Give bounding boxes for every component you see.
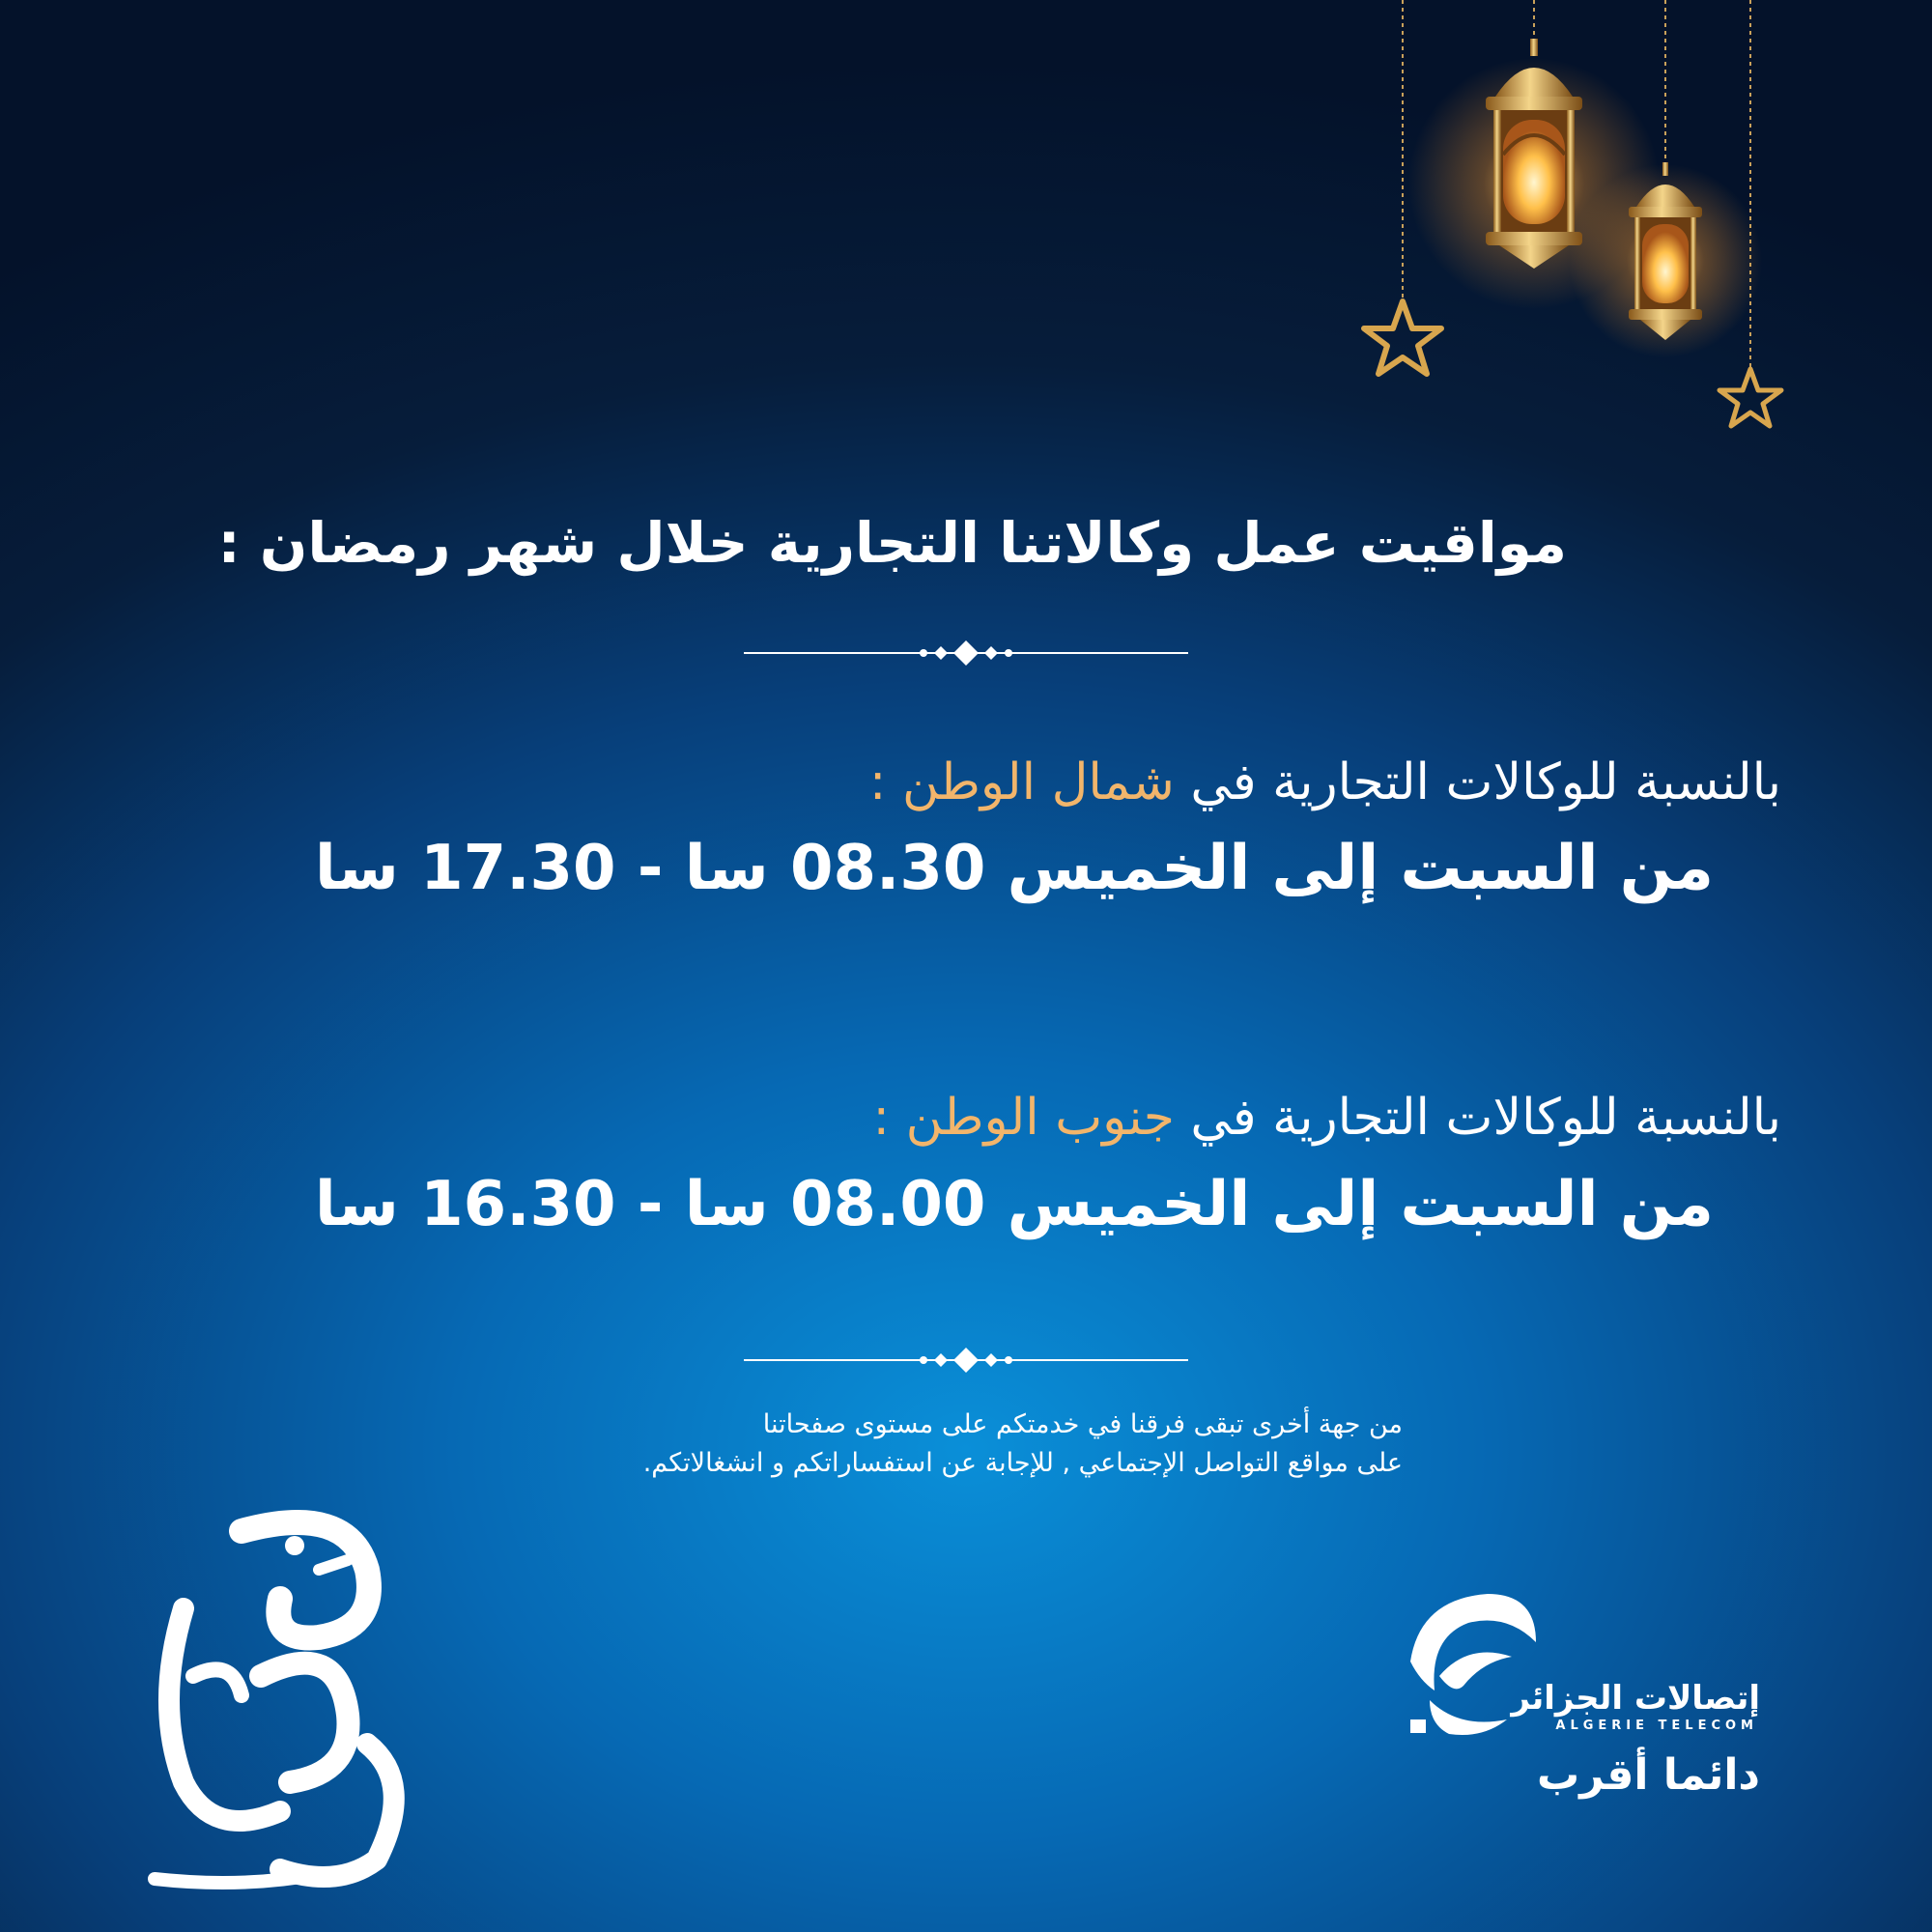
north-working-hours: من السبت إلى الخميس 08.30 سا - 17.30 سا <box>314 833 1714 904</box>
footer-note <box>340 1406 1403 1483</box>
ramadan-calligraphy <box>126 1492 435 1898</box>
star-icon <box>1719 369 1781 426</box>
algerie-telecom-logo-icon <box>1391 1584 1546 1748</box>
south-heading-region: جنوب الوطن : <box>872 1089 1175 1147</box>
footer-line-1: من جهة أخرى تبقى فرقنا في خدمتكم على مستوى صفحاتنا <box>762 1409 1403 1439</box>
brand-name-english: ALGERIE TELECOM <box>1555 1719 1758 1733</box>
ornament-divider <box>734 639 1198 668</box>
north-heading-prefix: بالنسبة للوكالات التجارية في <box>1190 753 1781 811</box>
lantern-decoration <box>1333 0 1932 454</box>
south-section-heading <box>332 1089 1781 1147</box>
brand-name-arabic: إتصالات الجزائر <box>1511 1679 1760 1718</box>
north-heading-region: شمال الوطن : <box>868 753 1175 811</box>
ornament-divider <box>734 1346 1198 1375</box>
brand-slogan: دائما أقرب <box>1537 1750 1760 1800</box>
star-icon <box>1364 301 1441 374</box>
footer-line-2: على مواقع التواصل الإجتماعي , للإجابة عن استفساراتكم و انشغالاتكم. <box>642 1448 1403 1478</box>
north-section-heading <box>332 753 1781 811</box>
page-title: مواقيت عمل وكالاتنا التجارية خلال شهر رمضان : <box>217 510 1567 576</box>
south-working-hours: من السبت إلى الخميس 08.00 سا - 16.30 سا <box>314 1169 1714 1240</box>
south-heading-prefix: بالنسبة للوكالات التجارية في <box>1190 1089 1781 1147</box>
